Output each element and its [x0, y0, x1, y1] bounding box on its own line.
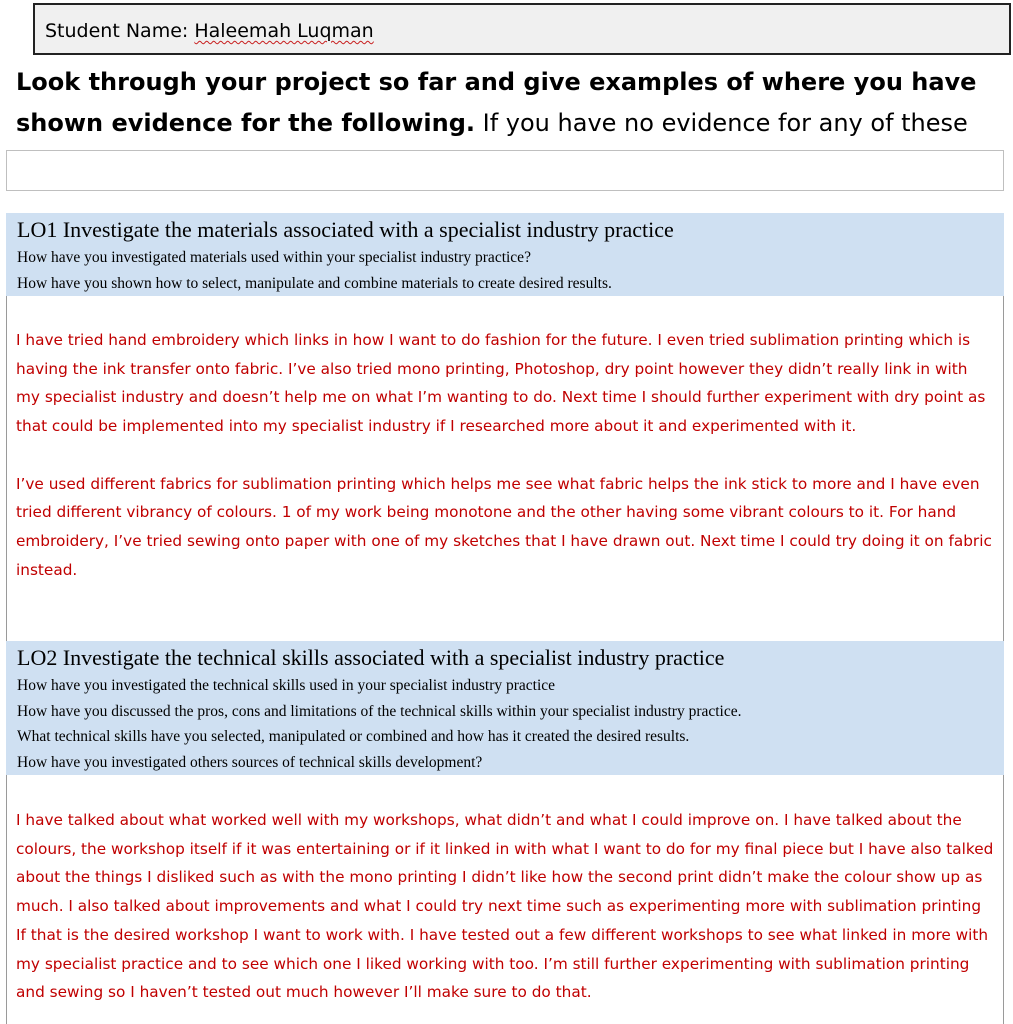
intro-bold-text: Look through your project so far and give examples of where you have shown evidence for the following.	[16, 68, 977, 137]
lo1-answer-paragraph: I have tried hand embroidery which links in how I want to do fashion for the future. I even tried sublimation printing which is having the ink transfer onto fabric. I’ve also tried mono printing, Photoshop, dry point however they didn’t really link in with my specialist industry and doesn’t help me on what I’m wanting to do. Next time I should further experiment with dry point as that could be implemented into my specialist industry if I researched more about it and experimented with it.	[16, 331, 986, 436]
student-name-label: Student Name:	[45, 20, 189, 42]
lo2-answer	[6, 806, 1004, 1007]
lo2-answer-paragraph: I have talked about what worked well with my workshops, what didn’t and what I could improve on. I have talked about the colours, the workshop itself if it was entertaining or if it linked in with what I want to do for my final piece but I have also talked about the things I disliked such as with the mono printing I didn’t like how the second print didn’t make the colour show up as much. I also talked about improvements and what I could try next time such as experimenting more with sublimation printing If that is the desired workshop I want to work with. I have tested out a few different workshops to see what linked in more with my specialist practice and to see which one I liked working with too. I’m still further experimenting with sublimation printing and sewing so I haven’t tested out much however I’ll make sure to do that.	[16, 811, 994, 1002]
student-name-value: Haleemah Luqman	[194, 20, 374, 42]
lo1-title: LO1 Investigate the materials associated with a specialist industry practice	[17, 217, 674, 242]
lo1-question: How have you shown how to select, manipulate and combine materials to create desired results.	[17, 274, 612, 292]
intro-normal-text: If you have no evidence for any of these	[482, 109, 968, 137]
intro-instructions	[16, 62, 1006, 144]
lo1-answer-paragraph: I’ve used different fabrics for sublimation printing which helps me see what fabric helps the ink stick to more and I have even tried different vibrancy of colours. 1 of my work being monotone and the other having some vibrant colours to it. For hand embroidery, I’ve tried sewing onto paper with one of my sketches that I have drawn out. Next time I could try doing it on fabric instead.	[16, 474, 992, 579]
lo2-question: How have you investigated others sources of technical skills development?	[17, 753, 483, 771]
student-name-box	[33, 3, 1011, 55]
lo1-question: How have you investigated materials used within your specialist industry practice?	[17, 249, 531, 266]
lo2-header	[6, 641, 1004, 775]
lo1-answer	[6, 326, 1004, 584]
lo1-header	[6, 213, 1004, 296]
lo2-question: What technical skills have you selected, manipulated or combined and how has it created the desired results.	[17, 728, 690, 745]
student-name-line	[45, 20, 374, 42]
lo2-title: LO2 Investigate the technical skills associated with a specialist industry practice	[17, 645, 725, 670]
lo2-question: How have you investigated the technical skills used in your specialist industry practice	[17, 677, 556, 694]
lo2-question: How have you discussed the pros, cons and limitations of the technical skills within your specialist industry practice.	[17, 702, 742, 720]
empty-text-box	[6, 150, 1004, 191]
